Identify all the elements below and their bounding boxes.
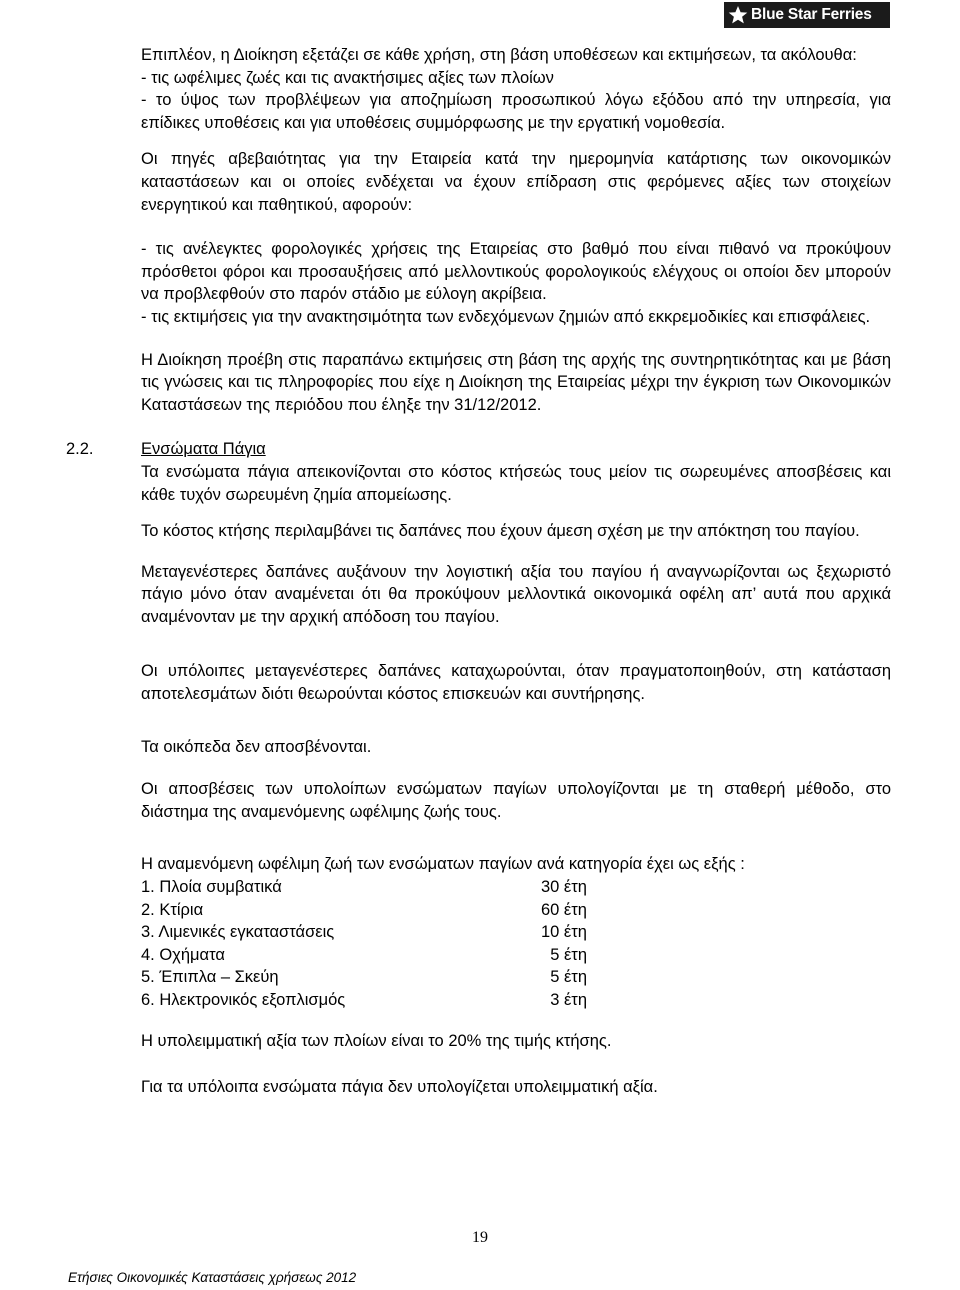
intro-item: - το ύψος των προβλέψεων για αποζημίωση προσωπικού λόγω εξόδου από την υπηρεσία, για επίδικες υποθέσεις και για υποθέσεις συμμόρφωσης με την εργατική νομοθεσία. xyxy=(141,91,891,132)
no-residual-paragraph: Για τα υπόλοιπα ενσώματα πάγια δεν υπολογίζεται υπολειμματική αξία. xyxy=(141,1078,658,1097)
asset-category: 2. Κτίρια xyxy=(141,900,204,919)
useful-life-years: 5 έτη xyxy=(550,968,587,987)
section-title: Ενσώματα Πάγια xyxy=(141,440,266,459)
section-paragraph: Οι αποσβέσεις των υπολοίπων ενσώματων παγίων υπολογίζονται με τη σταθερή μέθοδο, στο διάστημα της αναμενόμενης ωφέλιμης ζωής τους. xyxy=(141,780,891,821)
intro-block xyxy=(141,44,891,134)
table-row xyxy=(141,899,891,922)
table-row xyxy=(141,989,891,1012)
table-row xyxy=(141,966,891,989)
section-heading xyxy=(66,438,891,461)
residual-value-paragraph: Η υπολειμματική αξία των πλοίων είναι το 20% της τιμής κτήσης. xyxy=(141,1031,612,1050)
uncertainty-item: - τις εκτιμήσεις για την ανακτησιμότητα των ενδεχόμενων ζημιών από εκκρεμοδικίες και επισφάλειες. xyxy=(141,307,871,326)
section-number: 2.2. xyxy=(66,440,94,459)
section-paragraph: Τα οικόπεδα δεν αποσβένονται. xyxy=(141,737,372,756)
intro-item: - τις ωφέλιμες ζωές και τις ανακτήσιμες αξίες των πλοίων xyxy=(141,68,554,87)
asset-category: 3. Λιμενικές εγκαταστάσεις xyxy=(141,923,335,942)
uncertainty-item: - τις ανέλεγκτες φορολογικές χρήσεις της Εταιρείας στο βαθμό που είναι πιθανό να προκύψουν πρόσθετοι φόροι και προσαυξήσεις από μελλοντικούς φορολογικούς ελέγχους οι οποίοι δεν μπορούν να προβλεφθούν στο παρόν στάδιο με εύλογη ακρίβεια. xyxy=(141,240,891,304)
asset-category: 1. Πλοία συμβατικά xyxy=(141,878,282,897)
useful-life-years: 30 έτη xyxy=(541,878,587,897)
section-paragraph: Το κόστος κτήσης περιλαμβάνει τις δαπάνες που έχουν άμεση σχέση με την απόκτηση του παγίου. xyxy=(141,522,860,541)
intro-paragraph: Επιπλέον, η Διοίκηση εξετάζει σε κάθε χρήση, στη βάση υποθέσεων και εκτιμήσεων, τα ακόλουθα: xyxy=(141,46,857,64)
asset-category: 5. Έπιπλα – Σκεύη xyxy=(141,968,279,987)
table-row xyxy=(141,921,891,944)
useful-life-intro: Η αναμενόμενη ωφέλιμη ζωή των ενσώματων παγίων ανά κατηγορία έχει ως εξής : xyxy=(141,855,745,874)
useful-life-years: 5 έτη xyxy=(550,945,587,964)
useful-life-years: 60 έτη xyxy=(541,900,587,919)
table-row xyxy=(141,876,891,899)
useful-life-years: 3 έτη xyxy=(550,991,587,1009)
section-paragraph: Μεταγενέστερες δαπάνες αυξάνουν την λογιστική αξία του παγίου ή αναγνωρίζονται ως ξεχωριστό πάγιο μόνο όταν αναμένεται ότι θα προκύψουν μελλοντικά οικονομικά οφέλη απ’ αυτά που αρχικά αναμένονταν με την αρχική απόδοση του παγίου. xyxy=(141,562,891,626)
asset-category: 6. Ηλεκτρονικός εξοπλισμός xyxy=(141,991,346,1009)
table-row xyxy=(141,944,891,967)
uncertainty-paragraph: Οι πηγές αβεβαιότητας για την Εταιρεία κατά την ημερομηνία κατάρτισης των οικονομικών καταστάσεων και οι οποίες ενδέχεται να έχουν επίδραση στις φερόμενες αξίες των στοιχείων ενεργητικού και παθητικού, αφορούν: xyxy=(141,150,891,214)
star-icon xyxy=(728,5,748,25)
document-body xyxy=(66,44,891,1113)
useful-life-years: 10 έτη xyxy=(541,923,587,942)
conservatism-paragraph: Η Διοίκηση προέβη στις παραπάνω εκτιμήσεις στη βάση της αρχής της συντηρητικότητας και με βάση τις γνώσεις και τις πληροφορίες που είχε η Διοίκηση της Εταιρείας μέχρι την έγκριση των Οικονομικών Καταστάσεων της περιόδου που έληξε την 31/12/2012. xyxy=(141,350,891,414)
company-logo xyxy=(724,2,890,28)
uncertainty-list xyxy=(141,238,891,328)
asset-category: 4. Οχήματα xyxy=(141,945,225,964)
section-paragraph: Οι υπόλοιπες μεταγενέστερες δαπάνες καταχωρούνται, όταν πραγματοποιηθούν, στη κατάσταση αποτελεσμάτων διότι θεωρούνται κόστος επισκευών και συντήρησης. xyxy=(141,662,891,704)
section-paragraph: Τα ενσώματα πάγια απεικονίζονται στο κόστος κτήσεώς τους μείον τις σωρευμένες αποσβέσεις και κάθε τυχόν σωρευμένη ζημία απομείωσης. xyxy=(141,462,891,504)
useful-life-table xyxy=(141,876,891,1012)
page-number: 19 xyxy=(472,1229,488,1246)
footer-text: Ετήσιες Οικονομικές Καταστάσεις χρήσεως 2012 xyxy=(68,1270,357,1285)
logo-text: Blue Star Ferries xyxy=(751,5,872,23)
